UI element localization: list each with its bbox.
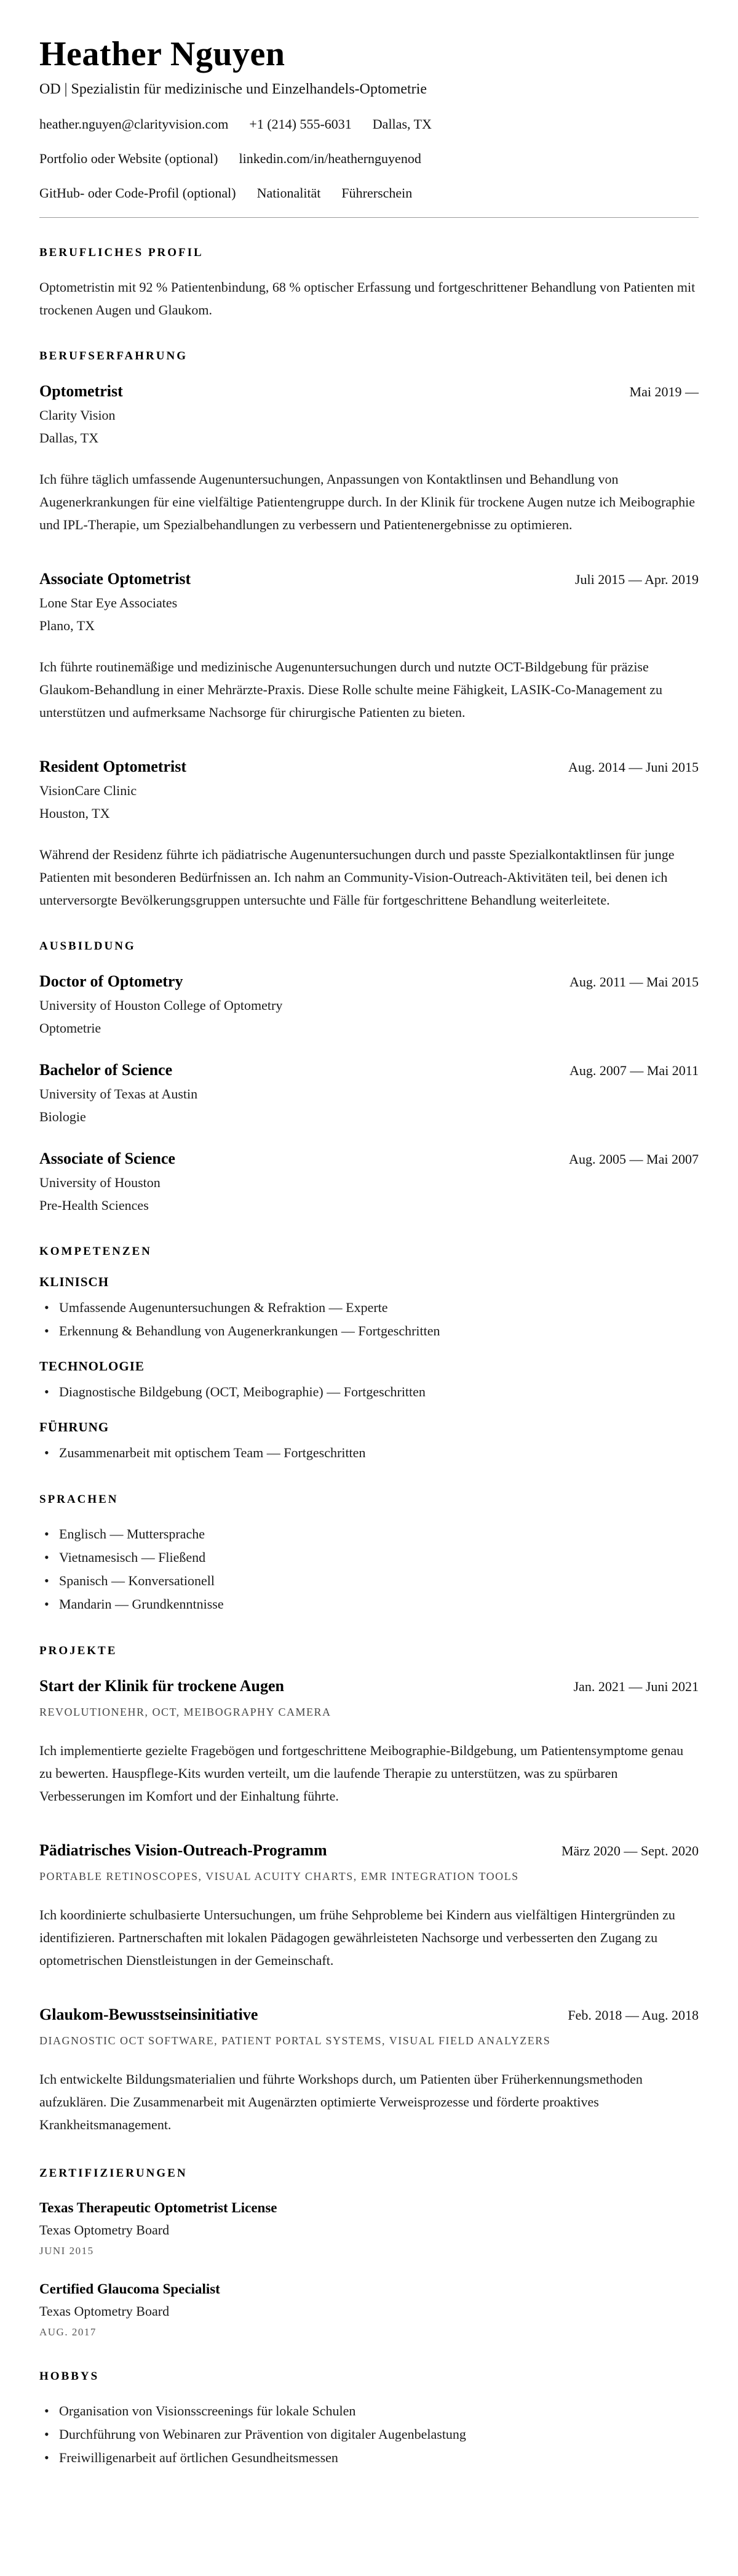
certification-entry bbox=[39, 2196, 699, 2260]
job-title: Resident Optometrist bbox=[39, 758, 187, 776]
candidate-name: Heather Nguyen bbox=[39, 35, 285, 73]
section-experience bbox=[39, 350, 699, 911]
section-hobbies bbox=[39, 2370, 699, 2470]
section-languages bbox=[39, 1493, 699, 1616]
skill-group-name: TECHNOLOGIE bbox=[39, 1359, 145, 1374]
project-dates: Feb. 2018 — Aug. 2018 bbox=[568, 2007, 699, 2023]
project-entry bbox=[39, 1838, 699, 1972]
hobby-list bbox=[39, 2399, 699, 2470]
job-entry bbox=[39, 754, 699, 911]
project-title: Glaukom-Bewusstseinsinitiative bbox=[39, 2006, 258, 2024]
job-location: Dallas, TX bbox=[39, 430, 99, 446]
education-field: Biologie bbox=[39, 1109, 86, 1125]
section-education bbox=[39, 940, 699, 1217]
contact-github-placeholder: GitHub- oder Code-Profil (optional) bbox=[39, 185, 236, 201]
language-item: • Vietnamesisch — Fließend bbox=[39, 1546, 699, 1569]
project-dates: März 2020 — Sept. 2020 bbox=[561, 1843, 699, 1859]
section-label-projects: PROJEKTE bbox=[39, 1644, 117, 1658]
education-dates: Aug. 2005 — Mai 2007 bbox=[569, 1151, 699, 1167]
certification-name: Certified Glaucoma Specialist bbox=[39, 2281, 220, 2297]
skill-group-name: FÜHRUNG bbox=[39, 1420, 109, 1435]
certification-issuer: Texas Optometry Board bbox=[39, 2222, 170, 2238]
section-projects bbox=[39, 1644, 699, 2136]
job-company: Clarity Vision bbox=[39, 407, 116, 423]
contact-website-placeholder: Portfolio oder Website (optional) bbox=[39, 151, 218, 167]
skill-item: • Umfassende Augenuntersuchungen & Refraktion — Experte bbox=[39, 1296, 699, 1319]
skill-list bbox=[39, 1296, 699, 1343]
job-entry bbox=[39, 567, 699, 724]
job-header bbox=[39, 754, 699, 779]
education-entry bbox=[39, 1146, 699, 1217]
education-school: University of Texas at Austin bbox=[39, 1086, 198, 1102]
skill-item: • Erkennung & Behandlung von Augenerkrankungen — Fortgeschritten bbox=[39, 1319, 699, 1343]
skill-group-name: KLINISCH bbox=[39, 1274, 109, 1290]
certification-name: Texas Therapeutic Optometrist License bbox=[39, 2200, 277, 2216]
education-degree: Doctor of Optometry bbox=[39, 972, 183, 991]
project-header bbox=[39, 1674, 699, 1698]
certification-issuer: Texas Optometry Board bbox=[39, 2303, 170, 2319]
certification-entry bbox=[39, 2278, 699, 2342]
profile-text: Optometristin mit 92 % Patientenbindung, 68 % optischer Erfassung und fortgeschrittener Behandlung von Patienten mit trockenen Augen und Glaukom. bbox=[39, 279, 696, 318]
hobby-item: • Durchführung von Webinaren zur Prävention von digitaler Augenbelastung bbox=[39, 2423, 699, 2446]
project-description: Ich implementierte gezielte Fragebögen und fortgeschrittene Meibographie-Bildgebung, um Patientensymptome genau zu bewerten. Hauspflege-Kits wurden verteilt, um die laufende Therapie zu unterstützen, was zu spürbaren Verbesserungen im Komfort und der Einhaltung führte. bbox=[39, 1743, 684, 1804]
hobby-item: • Freiwilligenarbeit auf örtlichen Gesundheitsmessen bbox=[39, 2446, 699, 2470]
candidate-tagline: OD | Spezialistin für medizinische und Einzelhandels-Optometrie bbox=[39, 81, 427, 98]
education-header bbox=[39, 1146, 699, 1171]
section-certifications bbox=[39, 2167, 699, 2342]
project-tools: PORTABLE RETINOSCOPES, VISUAL ACUITY CHARTS, EMR INTEGRATION TOOLS bbox=[39, 1870, 519, 1883]
section-profile bbox=[39, 246, 699, 321]
project-description: Ich entwickelte Bildungsmaterialien und führte Workshops durch, um Patienten über Früherkennungsmethoden aufzuklären. Die Zusammenarbeit mit Augenärzten optimierte Verweisprozesse und förderte proaktives Krankheitsmanagement. bbox=[39, 2071, 643, 2133]
section-label-experience: BERUFSERFAHRUNG bbox=[39, 350, 188, 363]
contact-drivers-license: Führerschein bbox=[341, 185, 413, 201]
project-dates: Jan. 2021 — Juni 2021 bbox=[573, 1679, 699, 1695]
job-header bbox=[39, 567, 699, 591]
project-title: Start der Klinik für trockene Augen bbox=[39, 1677, 284, 1695]
skill-group bbox=[39, 1420, 699, 1465]
skill-group bbox=[39, 1359, 699, 1404]
project-entry bbox=[39, 1674, 699, 1807]
contact-block bbox=[39, 114, 699, 204]
education-school: University of Houston bbox=[39, 1175, 161, 1191]
section-label-skills: KOMPETENZEN bbox=[39, 1245, 152, 1258]
job-location: Plano, TX bbox=[39, 618, 95, 634]
contact-email[interactable]: heather.nguyen@clarityvision.com bbox=[39, 116, 229, 132]
education-entry bbox=[39, 1058, 699, 1128]
job-header bbox=[39, 379, 699, 404]
contact-phone: +1 (214) 555-6031 bbox=[249, 116, 352, 132]
job-title: Associate Optometrist bbox=[39, 570, 191, 588]
contact-location: Dallas, TX bbox=[372, 116, 432, 132]
project-title: Pädiatrisches Vision-Outreach-Programm bbox=[39, 1841, 327, 1860]
project-tools: DIAGNOSTIC OCT SOFTWARE, PATIENT PORTAL SYSTEMS, VISUAL FIELD ANALYZERS bbox=[39, 2034, 551, 2047]
education-degree: Associate of Science bbox=[39, 1150, 175, 1168]
section-label-languages: SPRACHEN bbox=[39, 1493, 119, 1506]
job-description: Während der Residenz führte ich pädiatrische Augenuntersuchungen durch und passte Spezialkontaktlinsen für junge Patienten mit besonderen Bedürfnissen an. Ich nahm an Community-Vision-Outreach-Aktivitäten teil, bei denen ich unterversorgte Bevölkerungsgruppen untersuchte und Fälle für fortgeschrittene Behandlung weiterleitete. bbox=[39, 847, 675, 908]
project-header bbox=[39, 1838, 699, 1863]
skill-item: • Diagnostische Bildgebung (OCT, Meibographie) — Fortgeschritten bbox=[39, 1380, 699, 1404]
contact-row-2 bbox=[39, 148, 699, 169]
job-company: VisionCare Clinic bbox=[39, 783, 137, 799]
education-dates: Aug. 2011 — Mai 2015 bbox=[569, 974, 699, 990]
education-school: University of Houston College of Optometry bbox=[39, 998, 283, 1014]
contact-row-1 bbox=[39, 114, 699, 135]
project-tools: REVOLUTIONEHR, OCT, MEIBOGRAPHY CAMERA bbox=[39, 1706, 331, 1719]
job-title: Optometrist bbox=[39, 382, 123, 401]
section-skills bbox=[39, 1245, 699, 1465]
section-label-hobbies: HOBBYS bbox=[39, 2370, 100, 2383]
education-header bbox=[39, 969, 699, 994]
education-degree: Bachelor of Science bbox=[39, 1061, 173, 1079]
education-dates: Aug. 2007 — Mai 2011 bbox=[569, 1063, 699, 1079]
contact-linkedin[interactable]: linkedin.com/in/heathernguyenod bbox=[239, 151, 421, 167]
header-divider bbox=[39, 217, 699, 218]
job-entry bbox=[39, 379, 699, 536]
section-label-certifications: ZERTIFIZIERUNGEN bbox=[39, 2167, 188, 2180]
education-header bbox=[39, 1058, 699, 1082]
contact-row-3 bbox=[39, 183, 699, 204]
job-dates: Aug. 2014 — Juni 2015 bbox=[568, 759, 699, 775]
hobby-item: • Organisation von Visionsscreenings für lokale Schulen bbox=[39, 2399, 699, 2423]
job-dates: Juli 2015 — Apr. 2019 bbox=[574, 572, 699, 588]
job-company: Lone Star Eye Associates bbox=[39, 595, 178, 611]
education-field: Optometrie bbox=[39, 1020, 101, 1036]
job-description: Ich führe täglich umfassende Augenuntersuchungen, Anpassungen von Kontaktlinsen und Behandlung von Augenerkrankungen für eine vielfältige Patientengruppe durch. In der Klinik für trockene Augen nutze ich Meibographie und IPL-Therapie, um Spezialbehandlungen zu verbessern und Patientenergebnisse zu optimieren. bbox=[39, 471, 696, 533]
education-entry bbox=[39, 969, 699, 1039]
skill-group bbox=[39, 1274, 699, 1343]
resume-header bbox=[39, 36, 699, 218]
section-label-education: AUSBILDUNG bbox=[39, 940, 136, 953]
skill-list bbox=[39, 1380, 699, 1404]
project-description: Ich koordinierte schulbasierte Untersuchungen, um frühe Sehprobleme bei Kindern aus vielfältigen Hintergründen zu identifizieren. Partnerschaften mit lokalen Pädagogen gewährleisteten Nachsorge und verbesserten den Zugang zu optometrischen Dienstleistungen in der Gemeinschaft. bbox=[39, 1907, 675, 1969]
job-location: Houston, TX bbox=[39, 806, 110, 822]
job-description: Ich führte routinemäßige und medizinische Augenuntersuchungen durch und nutzte OCT-Bildgebung für präzise Glaukom-Behandlung in einer Mehrärzte-Praxis. Diese Rolle schulte meine Fähigkeit, LASIK-Co-Management zu unterstützen und aufmerksame Nachsorge für chirurgische Patienten zu bieten. bbox=[39, 659, 662, 721]
project-header bbox=[39, 2002, 699, 2027]
skill-item: • Zusammenarbeit mit optischem Team — Fortgeschritten bbox=[39, 1441, 699, 1465]
education-field: Pre-Health Sciences bbox=[39, 1198, 149, 1214]
certification-date: JUNI 2015 bbox=[39, 2245, 94, 2257]
certification-date: AUG. 2017 bbox=[39, 2326, 97, 2338]
job-dates: Mai 2019 — bbox=[629, 384, 699, 400]
language-item: • Englisch — Muttersprache bbox=[39, 1522, 699, 1546]
contact-nationality: Nationalität bbox=[256, 185, 321, 201]
language-item: • Spanisch — Konversationell bbox=[39, 1569, 699, 1593]
language-list bbox=[39, 1522, 699, 1616]
project-entry bbox=[39, 2002, 699, 2136]
section-label-profile: BERUFLICHES PROFIL bbox=[39, 246, 204, 260]
language-item: • Mandarin — Grundkenntnisse bbox=[39, 1593, 699, 1616]
skill-list bbox=[39, 1441, 699, 1465]
